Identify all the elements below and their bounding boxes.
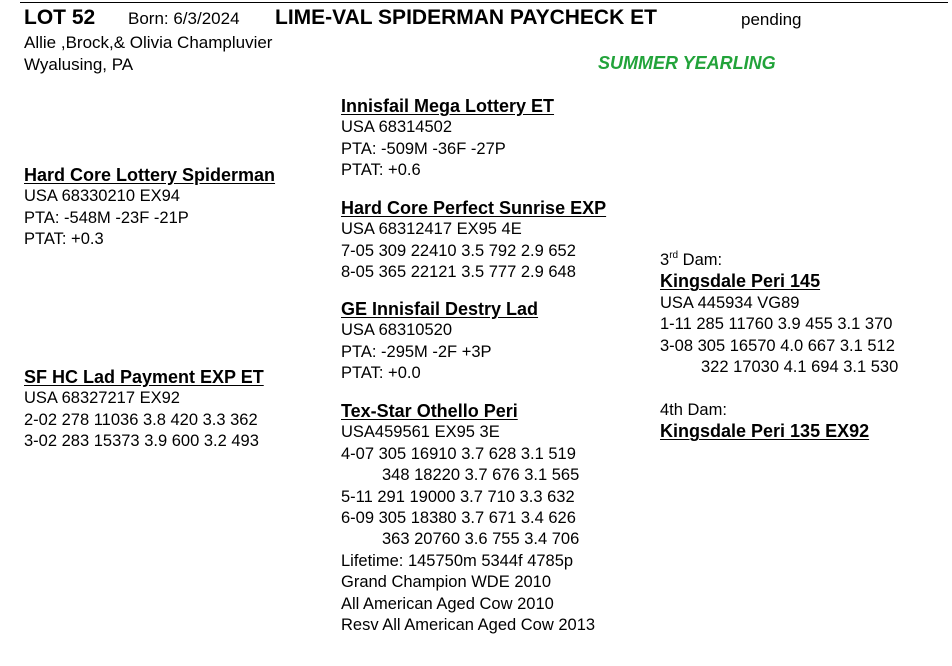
sire-ptat: PTAT: +0.3	[24, 230, 104, 249]
dam-sire-ptat: PTAT: +0.0	[341, 364, 421, 383]
sire-dam-record: 7-05 309 22410 3.5 792 2.9 652	[341, 241, 576, 260]
fourth-dam-block	[660, 400, 869, 443]
third-dam-record: 3-08 305 16570 4.0 667 3.1 512	[660, 336, 895, 355]
third-dam-record: 1-11 285 11760 3.9 455 3.1 370	[660, 315, 893, 334]
sire-sire-reg: USA 68314502	[341, 118, 453, 137]
dam-dam-award: All American Aged Cow 2010	[341, 594, 554, 613]
sire-name: Hard Core Lottery Spiderman	[24, 165, 276, 185]
dam-sire-name: GE Innisfail Destry Lad	[341, 299, 539, 319]
dam-dam-record: 6-09 305 18380 3.7 671 3.4 626	[341, 509, 576, 528]
dam-dam-reg: USA459561 EX95 3E	[341, 423, 500, 442]
dam-dam-record: 348 18220 3.7 676 3.1 565	[382, 466, 580, 485]
dam-dam-lifetime: Lifetime: 145750m 5344f 4785p	[341, 551, 574, 570]
animal-name: LIME-VAL SPIDERMAN PAYCHECK ET	[275, 6, 657, 29]
sire-dam-block	[341, 198, 606, 284]
sire-sire-name: Innisfail Mega Lottery ET	[341, 96, 555, 116]
fourth-dam-label: 4th Dam:	[660, 401, 727, 419]
sire-sire-ptat: PTAT: +0.6	[341, 161, 421, 180]
top-rule	[20, 2, 948, 3]
dam-block	[24, 367, 264, 453]
sire-dam-name: Hard Core Perfect Sunrise EXP	[341, 198, 607, 218]
owner-location: Wyalusing, PA	[24, 55, 134, 74]
sire-dam-reg: USA 68312417 EX95 4E	[341, 220, 522, 239]
dam-dam-record: 363 20760 3.6 755 3.4 706	[382, 530, 580, 549]
dam-record: 2-02 278 11036 3.8 420 3.3 362	[24, 410, 258, 429]
birth-date: Born: 6/3/2024	[128, 9, 240, 28]
dam-dam-name: Tex-Star Othello Peri	[341, 401, 518, 421]
sire-dam-record: 8-05 365 22121 3.5 777 2.9 648	[341, 263, 576, 282]
third-dam-record: 322 17030 4.1 694 3.1 530	[701, 358, 899, 377]
dam-record: 3-02 283 15373 3.9 600 3.2 493	[24, 432, 259, 451]
sire-block	[24, 165, 275, 251]
dam-dam-block	[341, 401, 595, 636]
dam-dam-record: 4-07 305 16910 3.7 628 3.1 519	[341, 444, 576, 463]
third-dam-label: 3rd Dam:	[660, 249, 723, 269]
sire-sire-pta: PTA: -509M -36F -27P	[341, 139, 506, 158]
class-label: SUMMER YEARLING	[598, 53, 776, 73]
dam-reg: USA 68327217 EX92	[24, 389, 180, 408]
third-dam-block	[660, 250, 898, 378]
sire-reg: USA 68330210 EX94	[24, 187, 180, 206]
dam-sire-block	[341, 299, 538, 385]
sire-pta: PTA: -548M -23F -21P	[24, 208, 189, 227]
dam-sire-pta: PTA: -295M -2F +3P	[341, 342, 492, 361]
dam-dam-award: Resv All American Aged Cow 2013	[341, 616, 596, 635]
dam-dam-record: 5-11 291 19000 3.7 710 3.3 632	[341, 487, 575, 506]
sire-sire-block	[341, 96, 554, 182]
dam-sire-reg: USA 68310520	[341, 321, 453, 340]
dam-dam-award: Grand Champion WDE 2010	[341, 573, 552, 592]
lot-number: LOT 52	[24, 6, 96, 29]
dam-name: SF HC Lad Payment EXP ET	[24, 367, 264, 387]
third-dam-reg: USA 445934 VG89	[660, 293, 800, 312]
third-dam-name: Kingsdale Peri 145	[660, 271, 821, 292]
fourth-dam-name: Kingsdale Peri 135 EX92	[660, 421, 870, 442]
status-text: pending	[741, 10, 802, 29]
owner-names: Allie ,Brock,& Olivia Champluvier	[24, 33, 273, 52]
